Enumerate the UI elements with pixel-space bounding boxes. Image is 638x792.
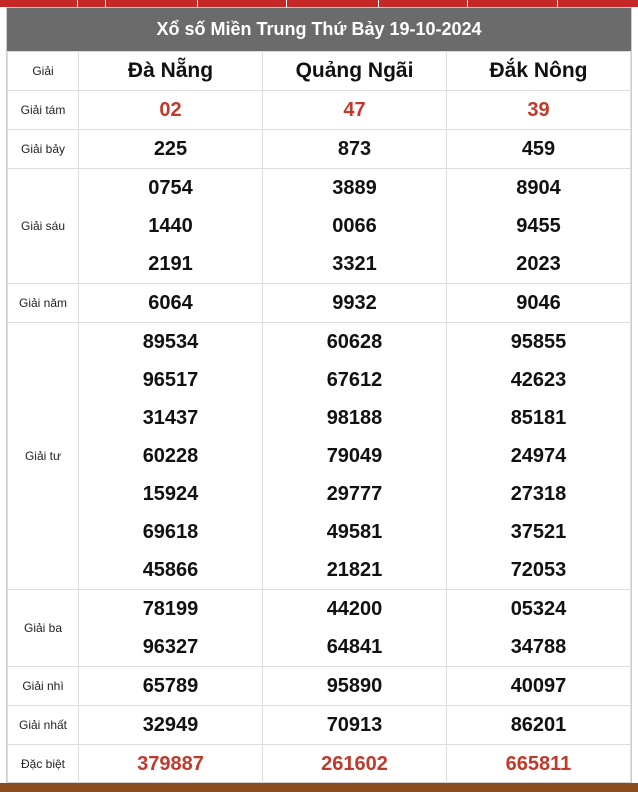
strip-divider (378, 0, 379, 7)
prize-row (8, 284, 631, 323)
prize-cell (263, 667, 447, 706)
prize-cell (447, 91, 631, 130)
prize-cell (79, 590, 263, 667)
prize-number: 96517 (142, 369, 199, 391)
prize-number: 0066 (332, 215, 377, 237)
prize-cell (263, 284, 447, 323)
prize-number: 21821 (326, 559, 383, 581)
prize-row (8, 667, 631, 706)
prize-number: 27318 (510, 483, 567, 505)
prize-number: 29777 (326, 483, 383, 505)
prize-cell (447, 706, 631, 745)
prize-row (8, 91, 631, 130)
prize-number: 69618 (142, 521, 199, 543)
prize-number: 47 (343, 99, 366, 121)
strip-divider (105, 0, 106, 7)
prize-number: 60628 (326, 331, 383, 353)
prize-row (8, 745, 631, 784)
prize-number: 37521 (510, 521, 567, 543)
prize-number: 225 (153, 138, 188, 160)
prize-number: 60228 (142, 445, 199, 467)
prize-label: Giải năm (8, 284, 79, 323)
prize-number: 665811 (505, 753, 572, 775)
prize-number: 40097 (510, 675, 567, 697)
bottom-bar (0, 783, 638, 792)
prize-number: 9455 (516, 215, 561, 237)
prize-number: 3889 (332, 177, 377, 199)
prize-cell (263, 91, 447, 130)
top-color-strip (0, 0, 638, 7)
prize-cell (263, 590, 447, 667)
prize-number: 86201 (510, 714, 567, 736)
prize-cell (263, 745, 447, 784)
prize-number: 45866 (142, 559, 199, 581)
prize-row (8, 323, 631, 590)
strip-divider (557, 0, 558, 7)
prize-number: 65789 (142, 675, 199, 697)
results-table-body (8, 52, 631, 784)
prize-number: 261602 (321, 753, 388, 775)
prize-number: 24974 (510, 445, 567, 467)
prize-row (8, 169, 631, 284)
prize-number: 44200 (326, 598, 383, 620)
prize-cell (263, 323, 447, 590)
prize-number: 64841 (326, 636, 383, 658)
prize-cell (79, 130, 263, 169)
province-name: Đắk Nông (447, 52, 631, 91)
province-name: Đà Nẵng (79, 52, 263, 91)
prize-cell (79, 745, 263, 784)
prize-cell (263, 130, 447, 169)
prize-cell (79, 706, 263, 745)
prize-cell (79, 284, 263, 323)
results-table (7, 51, 631, 784)
prize-number: 32949 (142, 714, 199, 736)
prize-cell (447, 284, 631, 323)
prize-number: 34788 (510, 636, 567, 658)
prize-row (8, 130, 631, 169)
prize-number: 8904 (516, 177, 561, 199)
prize-cell (447, 667, 631, 706)
prize-number: 873 (337, 138, 372, 160)
prize-number: 78199 (142, 598, 199, 620)
prize-number: 70913 (326, 714, 383, 736)
prize-number: 02 (159, 99, 182, 121)
prize-number: 39 (527, 99, 550, 121)
prize-number: 9046 (516, 292, 561, 314)
prize-number: 42623 (510, 369, 567, 391)
prize-cell (79, 91, 263, 130)
prize-number: 15924 (142, 483, 199, 505)
prize-cell (447, 745, 631, 784)
prize-label: Giải ba (8, 590, 79, 667)
prize-cell (447, 590, 631, 667)
prize-cell (79, 169, 263, 284)
prize-number: 95855 (510, 331, 567, 353)
prize-cell (79, 323, 263, 590)
prize-label: Giải tám (8, 91, 79, 130)
prize-number: 3321 (332, 253, 377, 275)
prize-cell (447, 130, 631, 169)
prize-number: 96327 (142, 636, 199, 658)
prize-label: Giải nhất (8, 706, 79, 745)
prize-number: 2191 (148, 253, 193, 275)
prize-number: 6064 (148, 292, 193, 314)
prize-number: 95890 (326, 675, 383, 697)
strip-divider (197, 0, 198, 7)
prize-label: Giải tư (8, 323, 79, 590)
strip-divider (286, 0, 287, 7)
header-label: Giải (8, 52, 79, 91)
prize-number: 79049 (326, 445, 383, 467)
prize-number: 459 (521, 138, 556, 160)
prize-number: 9932 (332, 292, 377, 314)
province-name: Quảng Ngãi (263, 52, 447, 91)
prize-number: 49581 (326, 521, 383, 543)
prize-number: 2023 (516, 253, 561, 275)
prize-cell (79, 667, 263, 706)
prize-number: 379887 (137, 753, 204, 775)
prize-number: 67612 (326, 369, 383, 391)
prize-number: 1440 (148, 215, 193, 237)
prize-label: Giải sáu (8, 169, 79, 284)
strip-divider (467, 0, 468, 7)
prize-number: 85181 (510, 407, 567, 429)
prize-number: 0754 (148, 177, 193, 199)
prize-number: 31437 (142, 407, 199, 429)
prize-cell (447, 323, 631, 590)
prize-row (8, 590, 631, 667)
prize-row (8, 706, 631, 745)
strip-divider (77, 0, 78, 7)
prize-number: 89534 (142, 331, 199, 353)
prize-number: 98188 (326, 407, 383, 429)
prize-label: Giải nhì (8, 667, 79, 706)
prize-cell (447, 169, 631, 284)
prize-label: Đặc biệt (8, 745, 79, 784)
prize-cell (263, 169, 447, 284)
prize-label: Giải bảy (8, 130, 79, 169)
results-title: Xổ số Miền Trung Thứ Bảy 19-10-2024 (7, 8, 631, 51)
header-row (8, 52, 631, 91)
prize-cell (263, 706, 447, 745)
prize-number: 05324 (510, 598, 567, 620)
prize-number: 72053 (510, 559, 567, 581)
